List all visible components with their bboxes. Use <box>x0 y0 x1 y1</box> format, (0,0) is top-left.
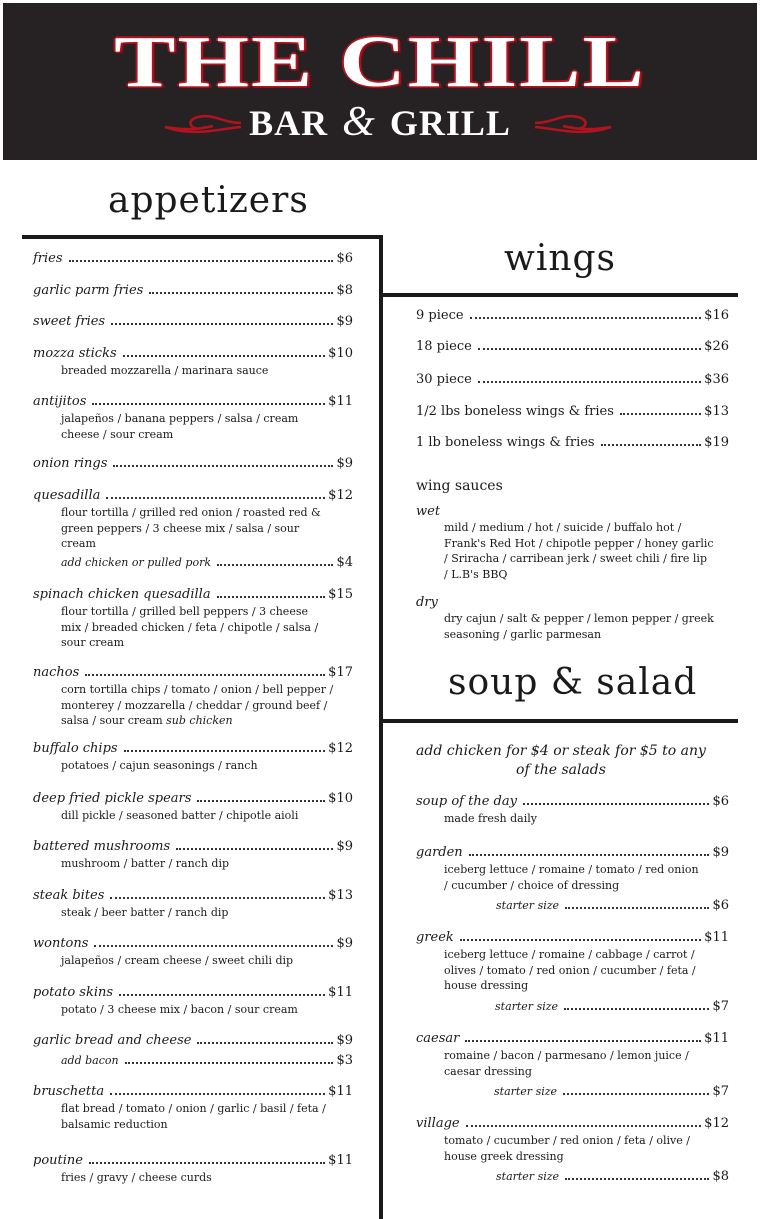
item-price: $11 <box>328 985 353 1000</box>
item-description: flour tortilla / grilled red onion / roasted red & green peppers / 3 cheese mix / salsa / sour cream <box>61 506 321 550</box>
item-name: add bacon <box>61 1054 119 1067</box>
menu-item <box>33 456 353 472</box>
salad-addon-note: add chicken for $4 or steak for $5 to any of the salads <box>416 743 706 778</box>
item-name: add chicken or pulled pork <box>61 556 211 569</box>
item-name: caesar <box>416 1031 460 1046</box>
item-name: 1 lb boneless wings & fries <box>416 435 595 450</box>
menu-item <box>33 1084 353 1132</box>
item-name: deep fried pickle spears <box>33 791 192 806</box>
menu-item <box>33 839 353 872</box>
menu-item <box>33 346 353 379</box>
menu-item-addon <box>33 1053 353 1069</box>
item-price: $7 <box>712 999 729 1014</box>
item-price: $16 <box>704 308 729 323</box>
soup-salad-title: soup & salad <box>448 662 698 703</box>
item-price: $6 <box>712 898 729 913</box>
menu-item <box>33 488 353 552</box>
menu-item <box>33 985 353 1018</box>
item-name: bruschetta <box>33 1084 105 1099</box>
item-name: mozza sticks <box>33 346 117 361</box>
item-price: $9 <box>336 456 353 471</box>
menu-item <box>416 1031 729 1079</box>
item-price: $9 <box>336 936 353 951</box>
menu-item <box>416 845 729 893</box>
item-description: iceberg lettuce / romaine / cabbage / carrot / olives / tomato / red onion / cucumber / feta / house dressing <box>444 948 696 992</box>
item-price: $11 <box>328 1153 353 1168</box>
appetizers-rule-top <box>22 235 383 239</box>
item-price: $8 <box>336 283 353 298</box>
item-price: $15 <box>328 587 353 602</box>
menu-item <box>416 372 729 388</box>
item-price: $17 <box>328 665 353 680</box>
wet-sauces-label: wet <box>416 504 441 519</box>
item-price: $19 <box>704 435 729 450</box>
item-price: $11 <box>328 394 353 409</box>
wings-rule <box>383 293 738 297</box>
menu-item <box>416 794 729 827</box>
menu-item <box>33 251 353 267</box>
menu-item <box>33 394 353 442</box>
restaurant-subtitle <box>3 101 757 144</box>
item-description: potato / 3 cheese mix / bacon / sour cream <box>61 1003 298 1016</box>
starter-size <box>466 1084 729 1100</box>
item-price: $36 <box>704 372 729 387</box>
item-price: $9 <box>336 839 353 854</box>
menu-item <box>33 888 353 921</box>
item-price: $9 <box>712 845 729 860</box>
item-price: $4 <box>336 555 353 570</box>
menu-item <box>33 665 353 729</box>
item-name: antijitos <box>33 394 87 409</box>
item-name: spinach chicken quesadilla <box>33 587 211 602</box>
subtitle-amp: & <box>342 99 376 145</box>
item-name: garlic bread and cheese <box>33 1033 192 1048</box>
item-name: nachos <box>33 665 80 680</box>
subtitle-bar: BAR <box>249 103 329 143</box>
item-price: $12 <box>328 741 353 756</box>
item-description: jalapeños / cream cheese / sweet chili dip <box>61 954 294 967</box>
item-name: 1/2 lbs boneless wings & fries <box>416 404 614 419</box>
item-name: poutine <box>33 1153 83 1168</box>
menu-item <box>33 587 353 651</box>
item-price: $10 <box>328 791 353 806</box>
item-description: fries / gravy / cheese curds <box>61 1171 212 1184</box>
menu-item <box>416 308 729 324</box>
menu-item <box>33 936 353 969</box>
item-name: fries <box>33 251 63 266</box>
item-price: $6 <box>336 251 353 266</box>
soup-salad-rule <box>383 719 738 723</box>
menu-item <box>416 435 729 451</box>
item-price: $7 <box>712 1084 729 1099</box>
item-name: 9 piece <box>416 308 464 323</box>
item-name: starter size <box>494 1085 558 1098</box>
item-name: 18 piece <box>416 339 472 354</box>
menu-item <box>33 1033 353 1049</box>
item-price: $11 <box>704 930 729 945</box>
item-description: potatoes / cajun seasonings / ranch <box>61 759 258 772</box>
wings-title: wings <box>504 238 617 279</box>
item-price: $10 <box>328 346 353 361</box>
menu-item <box>416 1116 729 1164</box>
wet-sauces-list: mild / medium / hot / suicide / buffalo hot / Frank's Red Hot / chipotle pepper / honey garlic / Sriracha / carribean jerk / sweet chili / fire lip / L.B's BBQ <box>444 521 714 581</box>
item-price: $13 <box>328 888 353 903</box>
item-price: $12 <box>704 1116 729 1131</box>
wing-sauces-title: wing sauces <box>416 478 503 494</box>
item-name: garlic parm fries <box>33 283 144 298</box>
dry-sauces-label: dry <box>416 595 438 610</box>
item-description: breaded mozzarella / marinara sauce <box>61 364 269 377</box>
starter-size <box>467 999 729 1015</box>
item-name: steak bites <box>33 888 105 903</box>
item-description: jalapeños / banana peppers / salsa / cream cheese / sour cream <box>61 412 299 441</box>
column-divider <box>379 235 383 1219</box>
item-description: tomato / cucumber / red onion / feta / olive / house greek dressing <box>444 1134 690 1163</box>
item-name: soup of the day <box>416 794 517 809</box>
item-name: starter size <box>495 1000 559 1013</box>
item-option: sub chicken <box>166 714 233 727</box>
menu-item <box>416 404 729 420</box>
restaurant-name: THE CHILL <box>114 20 646 102</box>
item-name: greek <box>416 930 454 945</box>
item-price: $3 <box>336 1053 353 1068</box>
item-description: steak / beer batter / ranch dip <box>61 906 229 919</box>
starter-size <box>468 1169 729 1185</box>
item-name: wontons <box>33 936 89 951</box>
item-name: garden <box>416 845 463 860</box>
item-price: $9 <box>336 1033 353 1048</box>
appetizers-title: appetizers <box>108 180 309 221</box>
item-price: $9 <box>336 314 353 329</box>
item-name: starter size <box>496 899 560 912</box>
item-name: sweet fries <box>33 314 106 329</box>
menu-item <box>416 339 729 355</box>
menu-item <box>33 741 353 774</box>
subtitle-grill: GRILL <box>389 103 511 143</box>
item-price: $26 <box>704 339 729 354</box>
item-name: buffalo chips <box>33 741 118 756</box>
item-name: battered mushrooms <box>33 839 171 854</box>
item-price: $6 <box>712 794 729 809</box>
item-name: onion rings <box>33 456 108 471</box>
item-name: 30 piece <box>416 372 472 387</box>
item-description: mushroom / batter / ranch dip <box>61 857 230 870</box>
menu-item <box>416 930 729 994</box>
item-name: starter size <box>496 1170 560 1183</box>
item-description: romaine / bacon / parmesano / lemon juice / caesar dressing <box>444 1049 689 1078</box>
item-price: $12 <box>328 488 353 503</box>
menu-item <box>33 1153 353 1186</box>
menu-header <box>3 3 757 160</box>
item-description: corn tortilla chips / tomato / onion / bell pepper / monterey / mozzarella / cheddar / ground beef / salsa / sour cream <box>61 683 334 727</box>
item-price: $8 <box>712 1169 729 1184</box>
starter-size <box>468 898 729 914</box>
item-price: $11 <box>328 1084 353 1099</box>
menu-item <box>33 791 353 824</box>
item-description: flat bread / tomato / onion / garlic / basil / feta / balsamic reduction <box>61 1102 326 1131</box>
item-description: flour tortilla / grilled bell peppers / 3 cheese mix / breaded chicken / feta / chipotle / salsa / sour cream <box>61 605 319 649</box>
item-description: made fresh daily <box>444 812 537 825</box>
dry-sauces-list: dry cajun / salt & pepper / lemon pepper / greek seasoning / garlic parmesan <box>444 612 714 641</box>
menu-item-addon <box>33 555 353 571</box>
item-price: $13 <box>704 404 729 419</box>
item-name: potato skins <box>33 985 114 1000</box>
item-name: quesadilla <box>33 488 101 503</box>
item-price: $11 <box>704 1031 729 1046</box>
item-description: iceberg lettuce / romaine / tomato / red onion / cucumber / choice of dressing <box>444 863 699 892</box>
item-description: dill pickle / seasoned batter / chipotle aioli <box>61 809 299 822</box>
menu-item <box>33 283 353 299</box>
item-name: village <box>416 1116 460 1131</box>
menu-item <box>33 314 353 330</box>
